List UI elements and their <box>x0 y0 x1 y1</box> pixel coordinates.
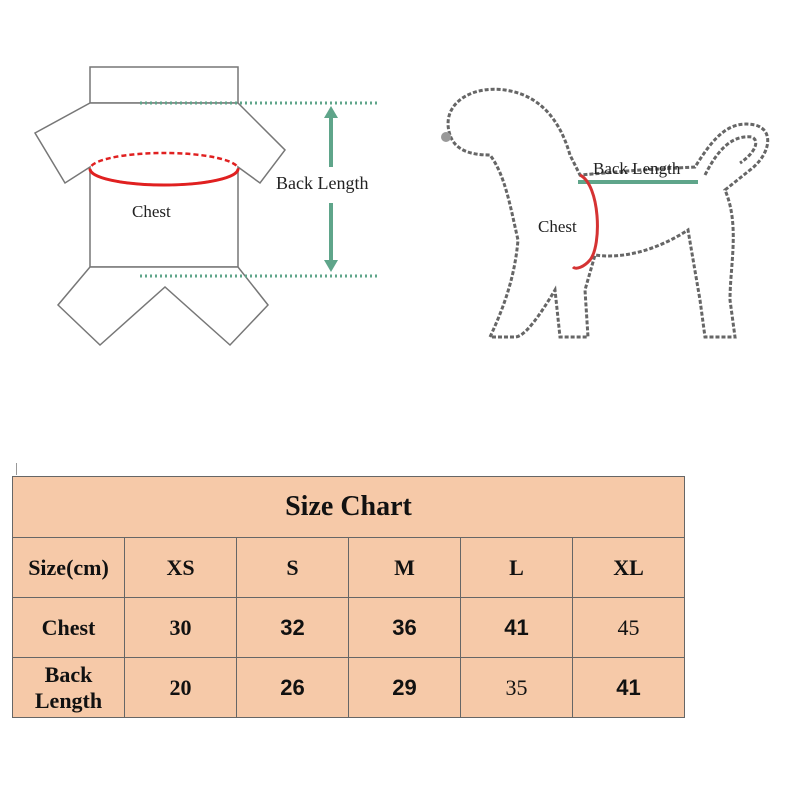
back-m: 29 <box>349 658 461 718</box>
back-l: 35 <box>461 658 573 718</box>
chest-l: 41 <box>461 598 573 658</box>
header-s: S <box>237 538 349 598</box>
dog-nose <box>441 132 451 142</box>
arrow-head-down <box>324 260 338 272</box>
back-s: 26 <box>237 658 349 718</box>
arrow-head-up <box>324 106 338 118</box>
shirt-legs <box>58 267 268 345</box>
chest-m: 36 <box>349 598 461 658</box>
chest-xs: 30 <box>125 598 237 658</box>
corner-tick <box>16 463 17 475</box>
size-chart-title: Size Chart <box>13 477 685 538</box>
dog-measurement-diagram <box>430 75 780 355</box>
chest-xl: 45 <box>573 598 685 658</box>
shirt-back-length-label: Back Length <box>276 173 369 193</box>
size-header-row <box>13 538 685 598</box>
table-row <box>13 598 685 658</box>
dog-chest-label: Chest <box>538 217 577 236</box>
row-label-chest: Chest <box>13 598 125 658</box>
header-m: M <box>349 538 461 598</box>
table-row <box>13 658 685 718</box>
header-size-cm: Size(cm) <box>13 538 125 598</box>
dog-outline <box>448 89 768 337</box>
dog-back-length-label: Back Length <box>593 159 681 178</box>
back-xl: 41 <box>573 658 685 718</box>
back-xs: 20 <box>125 658 237 718</box>
shirt-chest-label: Chest <box>132 202 171 221</box>
chest-s: 32 <box>237 598 349 658</box>
row-label-back-length: Back Length <box>13 658 125 718</box>
shirt-collar <box>90 67 238 103</box>
header-xs: XS <box>125 538 237 598</box>
size-chart-table <box>12 476 685 718</box>
header-xl: XL <box>573 538 685 598</box>
header-l: L <box>461 538 573 598</box>
shirt-measurement-diagram <box>20 55 410 355</box>
